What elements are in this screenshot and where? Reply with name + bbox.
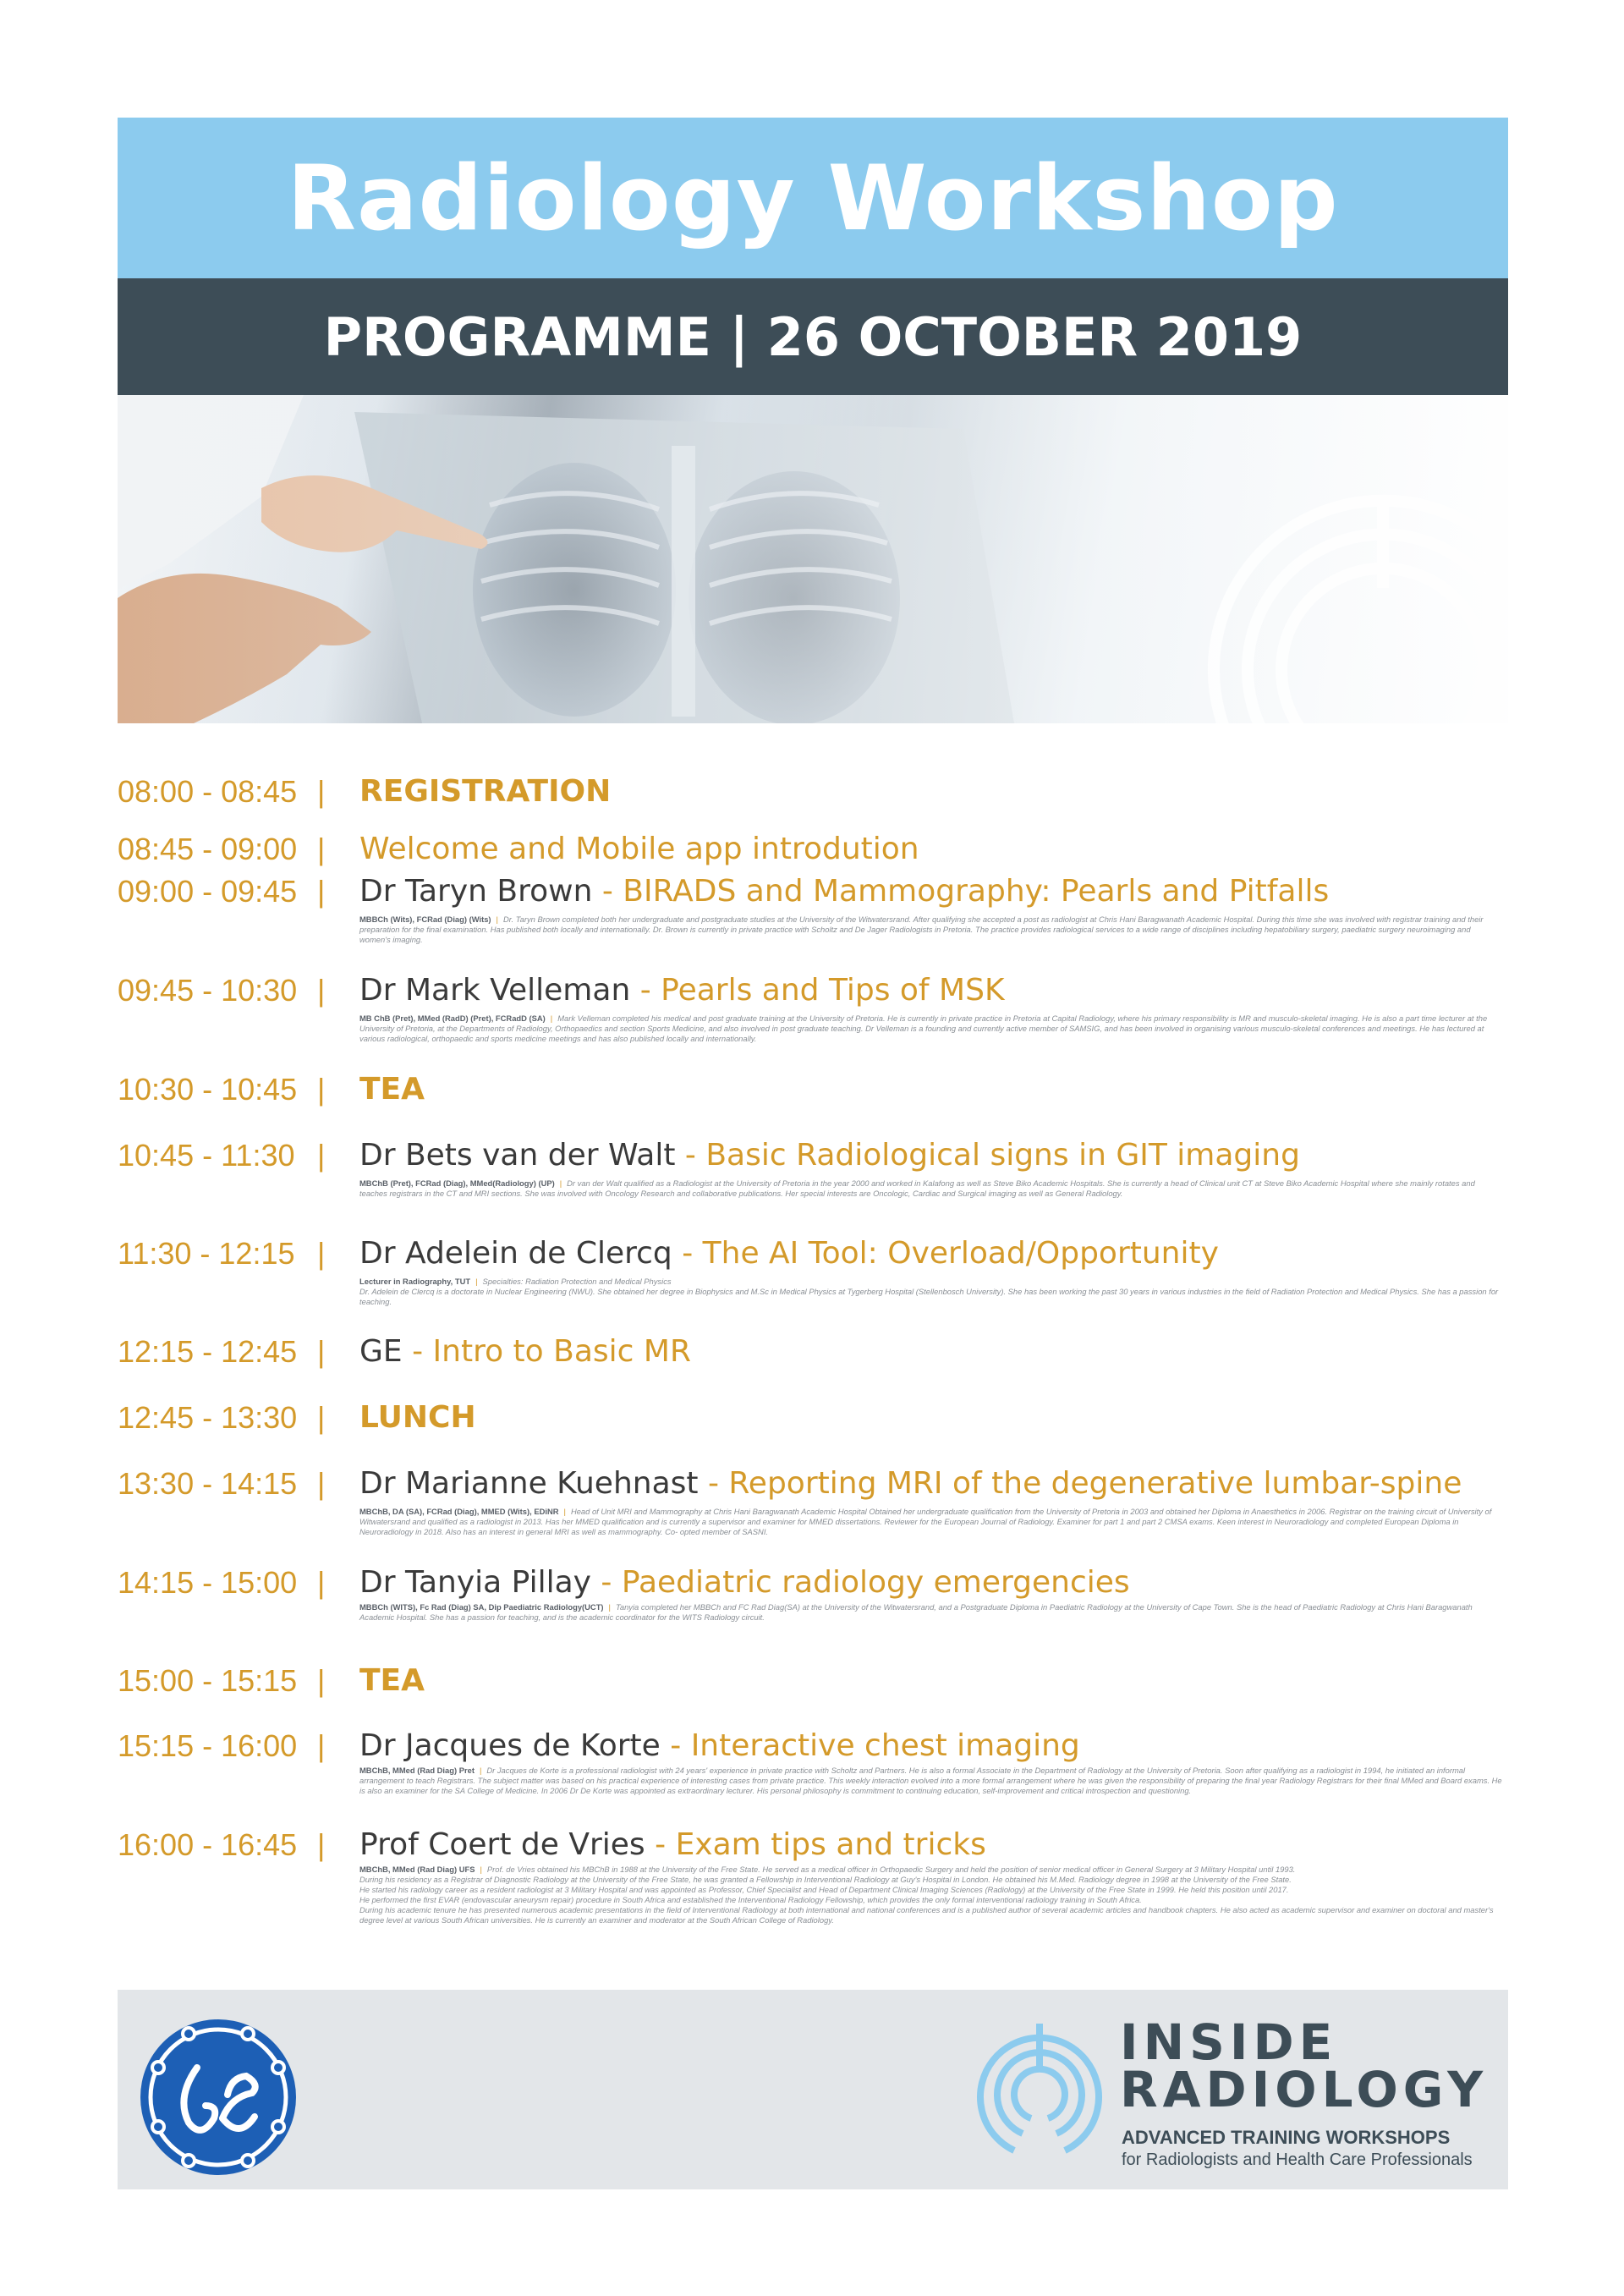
brand-inside: INSIDE	[1120, 2013, 1338, 2071]
speaker-bio: MBBCh (WITS), Fc Rad (Diag) SA, Dip Paediatric Radiology(UCT) | Tanyia completed her MBBCh and FC Rad Diag(SA) at the University of the Witwatersrand, and a Postgraduate Diploma in Paediatric Radiology at the University of Cape Town. She is the head of Paediatric Radiology at Chris Hani Baragwanath Academic Hospital. She has a passion for teaching, and is the academic coordinator for the WITS Radiology circuit.	[359, 1602, 1473, 1622]
bio-text: Prof. de Vries obtained his MBChB in 1988 at the University of the Free State. He served as a medical officer in Orthopaedic Surgery and held the position of senior medical officer in General Surgery at 3 Military Hospital until 1993.	[486, 1865, 1296, 1874]
brand-tagline: ADVANCED TRAINING WORKSHOPS	[1122, 2127, 1451, 2148]
separator: |	[317, 1400, 326, 1435]
time-slot: 10:30 - 10:45	[118, 1072, 298, 1107]
speaker-bio: MBChB, MMed (Rad Diag) Pret | Dr Jacques de Korte is a professional radiologist with 24 years' experience in private practice with Scholtz and Partners. He is also a formal Associate in the Department of Radiology at the University of Pretoria. Soon after qualifying as a radiologist in 1994, he initiated an informal arrangement to teach Registrars. The subject matter was based on his practical experience of interesting cases from private practice. This weekly interaction evolved into a more formal arrangement where he was given the responsibility of preparing the final year Radiology Registrars for their final MMed and Board exams. He is also an examiner for the SA College of Medicine. In 2006 Dr De Korte was appointed as extraordinary lecturer. His personal philosophy is commitment to continuing education, self-improvement and critical introspection and questioning.	[359, 1766, 1502, 1795]
speaker-bio: MBChB (Pret), FCRad (Diag), MMed(Radiology) (UP) | Dr van der Walt qualified as a Radiologist at the University of Pretoria in the year 2000 and worked in Kalafong as well as Steve Biko Academic Hospitals. She is currently a head of Clinical unit CT at Steve Biko Academic Hospital where she mainly rotates and teaches registrars in the CT and MRI sections. She was involved with Oncology Research and collaborative publications. Her special interests are Oncologic, Cardiac and Surgical imaging as well as General Radiology.	[359, 1178, 1475, 1198]
time-slot: 11:30 - 12:15	[118, 1236, 295, 1271]
programme-date: PROGRAMME | 26 OCTOBER 2019	[323, 305, 1303, 368]
session-topic: - The AI Tool: Overload/Opportunity	[672, 1236, 1219, 1271]
session-topic: - Exam tips and tricks	[645, 1827, 986, 1862]
bio-text: Dr. Taryn Brown completed both her undergraduate and postgraduate studies at the University of the Witwatersrand. After qualifying she accepted a post as radiologist at Chris Hani Baragwanath Academic Hospital. During this time she was involved with registrar training and their preparation for the final examination. Has published both locally and internationally. Dr. Brown is currently in private practice with Scholtz and De Jager Radiologists in Pretoria. The practice provides radiological services to a wide range of disciplines including hepatobiliary surgery, paediatric surgery neuroimaging and women's imaging.	[359, 915, 1484, 944]
speaker-credentials: MB ChB (Pret), MMed (RadD) (Pret), FCRadD (SA)	[359, 1013, 546, 1023]
separator: |	[317, 832, 326, 866]
speaker-bio: MBChB, MMed (Rad Diag) UFS | Prof. de Vries obtained his MBChB in 1988 at the University of the Free State. He served as a medical officer in Orthopaedic Surgery and held the position of senior medical officer in General Surgery at 3 Military Hospital until 1993. During his residency as a Registrar of Diagnostic Radiology at the University of the Free State, he was granted a Fellowship in Interventional Radiology at Guy's Hospital in London. He obtained his M.Med. Radiology degree in 1998 at the University of the Free State. He started his radiology career as a resident radiologist at 3 Military Hospital and was appointed as Professor, Chief Specialist and Head of Department Clinical Imaging Sciences (Radiology) at the University of the Free State in 1999. He held this position until 2017. He performed the first EVAR (endovascular aneurysm repair) procedure in South Africa and established the Interventional Radiology Fellowship, which provides the only formal interventional radiology training in South Africa. During his academic tenure he has presented numerous academic presentations in the field of Interventional Radiology at both international and national conferences and is a published author of several academic articles and handbook chapters. He also acted as academic supervisor and examiner on doctoral and master's degree level at various South African universities. He is currently an examiner and moderator at the South African College of Radiology.	[359, 1865, 1494, 1925]
separator: |	[317, 1138, 326, 1173]
speaker-name: Dr Mark Velleman	[359, 973, 631, 1008]
session-topic: - Intro to Basic MR	[402, 1334, 691, 1369]
footer	[118, 1990, 1508, 2189]
separator: |	[317, 774, 326, 809]
ge-logo-icon	[138, 2017, 299, 2178]
speaker-credentials: MBBCh (WITS), Fc Rad (Diag) SA, Dip Paediatric Radiology(UCT)	[359, 1602, 604, 1612]
speaker-credentials: Lecturer in Radiography, TUT	[359, 1277, 471, 1286]
time-slot: 08:45 - 09:00	[118, 832, 298, 866]
speaker-credentials: MBBCh (Wits), FCRad (Diag) (Wits)	[359, 915, 491, 924]
separator: |	[317, 1565, 326, 1600]
time-slot: 12:45 - 13:30	[118, 1400, 298, 1435]
session-title: REGISTRATION	[359, 774, 612, 809]
separator: |	[317, 1728, 326, 1763]
time-slot: 15:00 - 15:15	[118, 1663, 298, 1698]
session-title: LUNCH	[359, 1400, 476, 1435]
speaker-name: Dr Bets van der Walt	[359, 1138, 676, 1173]
subtitle-banner	[118, 278, 1508, 395]
bio-text: Dr Jacques de Korte is a professional radiologist with 24 years' experience in private practice with Scholtz and Partners. He is also a formal Associate in the Department of Radiology at the University of Pretoria. Soon after qualifying as a radiologist in 1994, he initiated an informal arrangement to teach Registrars. The subject matter was based on his practical experience of interesting cases from private practice. This weekly interaction evolved into a more formal arrangement where he was given the responsibility of preparing the final year Radiology Registrars for their final MMed and Board exams. He is also an examiner for the SA College of Medicine. In 2006 Dr De Korte was appointed as extraordinary lecturer. His personal philosophy is commitment to continuing education, self-improvement and critical introspection and questioning.	[359, 1766, 1502, 1795]
speaker-name: Dr Tanyia Pillay	[359, 1565, 591, 1600]
bio-text: He started his radiology career as a resident radiologist at 3 Military Hospital and was appointed as Professor, Chief Specialist and Head of Department Clinical Imaging Sciences (Radiology) at the University of the Free State in 1999. He held this position until 2017.	[359, 1885, 1289, 1894]
page-title: Radiology Workshop	[287, 146, 1339, 250]
bio-text: Dr. Adelein de Clercq is a doctorate in Nuclear Engineering (NWU). She obtained her degree in Biophysics and M.Sc in Medical Physics at Tygerberg Hospital (Stellenbosch University). She has been working the past 30 years in various industries in the field of Radiation Protection and Medical Physics. She has a passion for teaching.	[359, 1287, 1499, 1306]
speaker-name: Dr Marianne Kuehnast	[359, 1466, 699, 1501]
bio-text: Dr van der Walt qualified as a Radiologist at the University of Pretoria in the year 2000 and worked in Kalafong as well as Steve Biko Academic Hospitals. She is currently a head of Clinical unit CT at Steve Biko Academic Hospital where she mainly rotates and teaches registrars in the CT and MRI sections. She was involved with Oncology Research and collaborative publications. Her special interests are Oncologic, Cardiac and Surgical imaging as well as General Radiology.	[359, 1178, 1475, 1198]
time-slot: 12:15 - 12:45	[118, 1334, 298, 1369]
time-slot: 10:45 - 11:30	[118, 1138, 295, 1173]
speaker-bio: MBBCh (Wits), FCRad (Diag) (Wits) | Dr. Taryn Brown completed both her undergraduate and postgraduate studies at the University of the Witwatersrand. After qualifying she accepted a post as radiologist at Chris Hani Baragwanath Academic Hospital. During this time she was involved with registrar training and their preparation for the final examination. Has published both locally and internationally. Dr. Brown is currently in private practice with Scholtz and De Jager Radiologists in Pretoria. The practice provides radiological services to a wide range of disciplines including hepatobiliary surgery, paediatric surgery neuroimaging and women's imaging.	[359, 915, 1484, 944]
separator: |	[317, 1236, 326, 1271]
session-title: TEA	[359, 1663, 425, 1698]
time-slot: 09:00 - 09:45	[118, 874, 298, 909]
bio-text: Specialties: Radiation Protection and Medical Physics	[482, 1277, 672, 1286]
separator: |	[317, 1072, 326, 1107]
speaker-name: Dr Jacques de Korte	[359, 1728, 661, 1763]
time-slot: 14:15 - 15:00	[118, 1565, 298, 1600]
speaker-name: Prof Coert de Vries	[359, 1827, 645, 1862]
speaker-credentials: MBChB, MMed (Rad Diag) Pret	[359, 1766, 475, 1775]
bio-text: During his residency as a Registrar of Diagnostic Radiology at the University of the Free State, he was granted a Fellowship in Interventional Radiology at Guy's Hospital in London. He obtained his M.Med. Radiology degree in 1998 at the University of the Free State.	[359, 1875, 1292, 1884]
speaker-bio: MB ChB (Pret), MMed (RadD) (Pret), FCRadD (SA) | Mark Velleman completed his medical and post graduate training at the University of Pretoria. He is currently in private practice in Pretoria at Capital Radiology, where his primary responsibility is MR and musculo-skeletal imaging. He is also a part time lecturer at the University of Pretoria, at the Departments of Radiology, Orthopaedics and section Sports Medicine, and also involved in post graduate teaching. Dr Velleman is a founding and currently active member of SAMSIG, and has been involved in organising various musculo-skeletal conferences and meetings. He has lectured at various radiological, orthopaedic and sports medicine meetings and has also published locally and internationally.	[359, 1013, 1488, 1043]
speaker-name: Dr Adelein de Clercq	[359, 1236, 672, 1271]
bio-text: Mark Velleman completed his medical and post graduate training at the University of Pretoria. He is currently in private practice in Pretoria at Capital Radiology, where his primary responsibility is MR and musculo-skeletal imaging. He is also a part time lecturer at the University of Pretoria, at the Departments of Radiology, Orthopaedics and section Sports Medicine, and also involved in post graduate teaching. Dr Velleman is a founding and currently active member of SAMSIG, and has been involved in organising various musculo-skeletal conferences and meetings. He has lectured at various radiological, orthopaedic and sports medicine meetings and has also published locally and internationally.	[359, 1013, 1488, 1043]
speaker-credentials: MBChB, DA (SA), FCRad (Diag), MMED (Wits), EDiNR	[359, 1507, 559, 1516]
bio-text: He performed the first EVAR (endovascular aneurysm repair) procedure in South Africa and established the Interventional Radiology Fellowship, which provides the only formal interventional radiology training in South Africa.	[359, 1895, 1142, 1904]
speaker-bio: Lecturer in Radiography, TUT | Specialties: Radiation Protection and Medical Physics Dr. Adelein de Clercq is a doctorate in Nuclear Engineering (NWU). She obtained her degree in Biophysics and M.Sc in Medical Physics at Tygerberg Hospital (Stellenbosch University). She has been working the past 30 years in various industries in the field of Radiation Protection and Medical Physics. She has a passion for teaching.	[359, 1277, 1499, 1306]
bio-text: Head of Unit MRI and Mammography at Chris Hani Baragwanath Academic Hospital Obtained her undergraduate qualification from the University of Pretoria in 2003 and obtained her Diploma in Anaesthetics in 2006. Registrar on the training circuit of University of Witwatersrand and qualified as a radiologist in 2013. Has her MMED qualification and is currently a supervisor and examiner for MMED dissertations. Reviewer for the European Journal of Radiology. Examiner for part 1 and part 2 CMSA exams. Keen interest in Neuroradiology and completed European Diploma in Neuroradiology in 2018. Also has an interest in general MRI as well as mammography. Co- opted member of SASNI.	[359, 1507, 1492, 1536]
inside-radiology-logo-icon	[972, 2015, 1107, 2159]
session-topic: - Basic Radiological signs in GIT imaging	[675, 1138, 1300, 1173]
separator: |	[317, 1663, 326, 1698]
session-topic: - Reporting MRI of the degenerative lumbar-spine	[698, 1466, 1462, 1501]
time-slot: 13:30 - 14:15	[118, 1466, 298, 1501]
separator: |	[317, 874, 326, 909]
session-topic: - BIRADS and Mammography: Pearls and Pitfalls	[592, 874, 1330, 909]
time-slot: 15:15 - 16:00	[118, 1728, 298, 1763]
time-slot: 09:45 - 10:30	[118, 973, 298, 1008]
speaker-bio: MBChB, DA (SA), FCRad (Diag), MMED (Wits), EDiNR | Head of Unit MRI and Mammography at Chris Hani Baragwanath Academic Hospital Obtained her undergraduate qualification from the University of Pretoria in 2003 and obtained her Diploma in Anaesthetics in 2006. Registrar on the training circuit of University of Witwatersrand and qualified as a radiologist in 2013. Has her MMED qualification and is currently a supervisor and examiner for MMED dissertations. Reviewer for the European Journal of Radiology. Examiner for part 1 and part 2 CMSA exams. Keen interest in Neuroradiology and completed European Diploma in Neuroradiology in 2018. Also has an interest in general MRI as well as mammography. Co- opted member of SASNI.	[359, 1507, 1492, 1536]
session-topic: - Pearls and Tips of MSK	[630, 973, 1005, 1008]
brand-subtagline: for Radiologists and Health Care Professionals	[1122, 2150, 1473, 2169]
inside-radiology-watermark-icon	[1188, 470, 1577, 842]
time-slot: 08:00 - 08:45	[118, 774, 298, 809]
bio-text: Tanyia completed her MBBCh and FC Rad Diag(SA) at the University of the Witwatersrand, and a Postgraduate Diploma in Paediatric Radiology at the University of Cape Town. She is the head of Paediatric Radiology at Chris Hani Baragwanath Academic Hospital. She has a passion for teaching, and is the academic coordinator for the WITS Radiology circuit.	[359, 1602, 1473, 1622]
time-slot: 16:00 - 16:45	[118, 1827, 298, 1862]
separator: |	[317, 1466, 326, 1501]
session-title: TEA	[359, 1072, 425, 1107]
title-banner	[118, 118, 1508, 278]
speaker-name: GE	[359, 1334, 403, 1369]
speaker-name: Dr Taryn Brown	[359, 874, 593, 909]
session-topic: - Paediatric radiology emergencies	[590, 1565, 1130, 1600]
brand-radiology: RADIOLOGY	[1120, 2061, 1489, 2118]
separator: |	[317, 973, 326, 1008]
speaker-credentials: MBChB (Pret), FCRad (Diag), MMed(Radiology) (UP)	[359, 1178, 555, 1188]
bio-text: During his academic tenure he has presented numerous academic presentations in the field of Interventional Radiology at both international and national conferences and is a published author of several academic articles and handbook chapters. He also acted as academic supervisor and examiner on doctoral and master's degree level at various South African universities. He is currently an examiner and moderator at the South African College of Radiology.	[359, 1905, 1494, 1925]
session-topic: Welcome and Mobile app introdution	[359, 832, 919, 866]
separator: |	[317, 1334, 326, 1369]
separator: |	[317, 1827, 326, 1862]
speaker-credentials: MBChB, MMed (Rad Diag) UFS	[359, 1865, 475, 1874]
session-topic: - Interactive chest imaging	[660, 1728, 1080, 1763]
